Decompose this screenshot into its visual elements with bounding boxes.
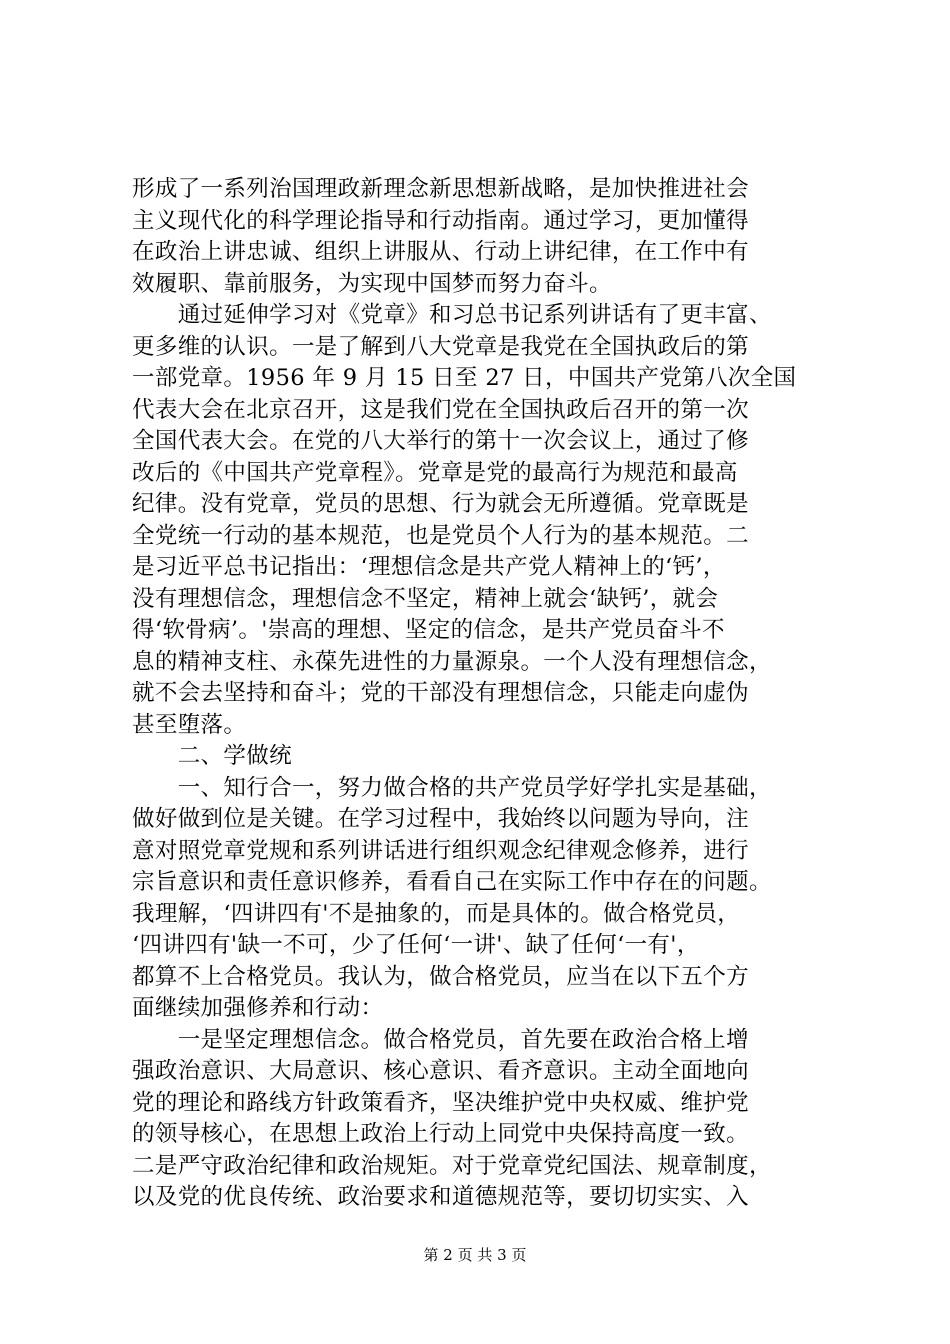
text-line: 代表大会在北京召开，这是我们党在全国执政后召开的第一次 (132, 396, 749, 423)
text-line: 在政治上讲忠诚、组织上讲服从、行动上讲纪律，在工作中有 (132, 239, 749, 265)
text-line: 纪律。没有党章，党员的思想、行为就会无所遵循。党章既是 (132, 491, 749, 517)
text-line: 息的精神支柱、永葆先进性的力量源泉。一个人没有理想信念， (132, 648, 772, 675)
text-line: 我理解，‘四讲四有'不是抽象的，而是具体的。做合格党员， (132, 900, 741, 927)
text-line: 都算不上合格党员。我认为，做合格党员，应当在以下五个方 (132, 963, 749, 990)
text-line: 全国代表大会。在党的八大举行的第十一次会议上，通过了修 (132, 428, 749, 454)
text-line: 没有理想信念，理想信念不坚定，精神上就会‘缺钙’，就会 (132, 585, 719, 612)
section-heading: 二、学做统 (132, 743, 292, 769)
text-line: ‘四讲四有'缺一不可，少了任何‘一讲'、缺了任何‘一有'， (132, 932, 700, 958)
text-line: 强政治意识、大局意识、核心意识、看齐意识。主动全面地向 (132, 1058, 749, 1084)
text-line: 一是坚定理想信念。做合格党员，首先要在政治合格上增 (132, 1026, 749, 1053)
text-line: 宗旨意识和责任意识修养，看看自己在实际工作中存在的问题。 (132, 869, 772, 895)
text-line: 党的理论和路线方针政策看齐，坚决维护党中央权威、维护党 (132, 1089, 749, 1116)
text-line: 更多维的认识。一是了解到八大党章是我党在全国执政后的第 (132, 333, 749, 360)
text-line: 面继续加强修养和行动： (132, 995, 384, 1021)
text-line: 就不会去坚持和奋斗；党的干部没有理想信念，只能走向虚伪 (132, 680, 749, 706)
text-line: 主义现代化的科学理论指导和行动指南。通过学习，更加懂得 (132, 207, 749, 234)
text-line: 改后的《中国共产党章程》。党章是党的最高行为规范和最高 (132, 459, 738, 486)
text-line: 甚至堕落。 (132, 711, 247, 738)
text-line: 效履职、靠前服务，为实现中国梦而努力奋斗。 (132, 270, 612, 297)
text-line: 的领导核心，在思想上政治上行动上同党中央保持高度一致。 (132, 1121, 749, 1147)
text-line: 以及党的优良传统、政治要求和道德规范等，要切切实实、入 (132, 1184, 749, 1210)
text-line: 通过延伸学习对《党章》和习总书记系列讲话有了更丰富、 (132, 302, 772, 328)
text-line: 是习近平总书记指出：‘理想信念是共产党人精神上的‘钙’， (132, 554, 726, 580)
page-number-footer: 第 2 页 共 3 页 (423, 1246, 527, 1264)
text-line: 二是严守政治纪律和政治规矩。对于党章党纪国法、规章制度， (132, 1152, 772, 1179)
text-line: 做好做到位是关键。在学习过程中，我始终以问题为导向，注 (132, 806, 749, 832)
text-line: 形成了一系列治国理政新理念新思想新战略，是加快推进社会 (132, 176, 749, 202)
text-line: 一、知行合一，努力做合格的共产党员学好学扎实是基础， (132, 774, 772, 801)
document-body (132, 174, 832, 1214)
text-line: 意对照党章党规和系列讲话进行组织观念纪律观念修养，进行 (132, 837, 749, 864)
text-line: 得‘软骨病’。'崇高的理想、坚定的信念，是共产党员奋斗不 (132, 617, 725, 643)
text-line: 全党统一行动的基本规范，也是党员个人行为的基本规范。二 (132, 522, 749, 549)
text-line: 一部党章。1956 年 9 月 15 日至 27 日，中国共产党第八次全国 (132, 365, 797, 391)
